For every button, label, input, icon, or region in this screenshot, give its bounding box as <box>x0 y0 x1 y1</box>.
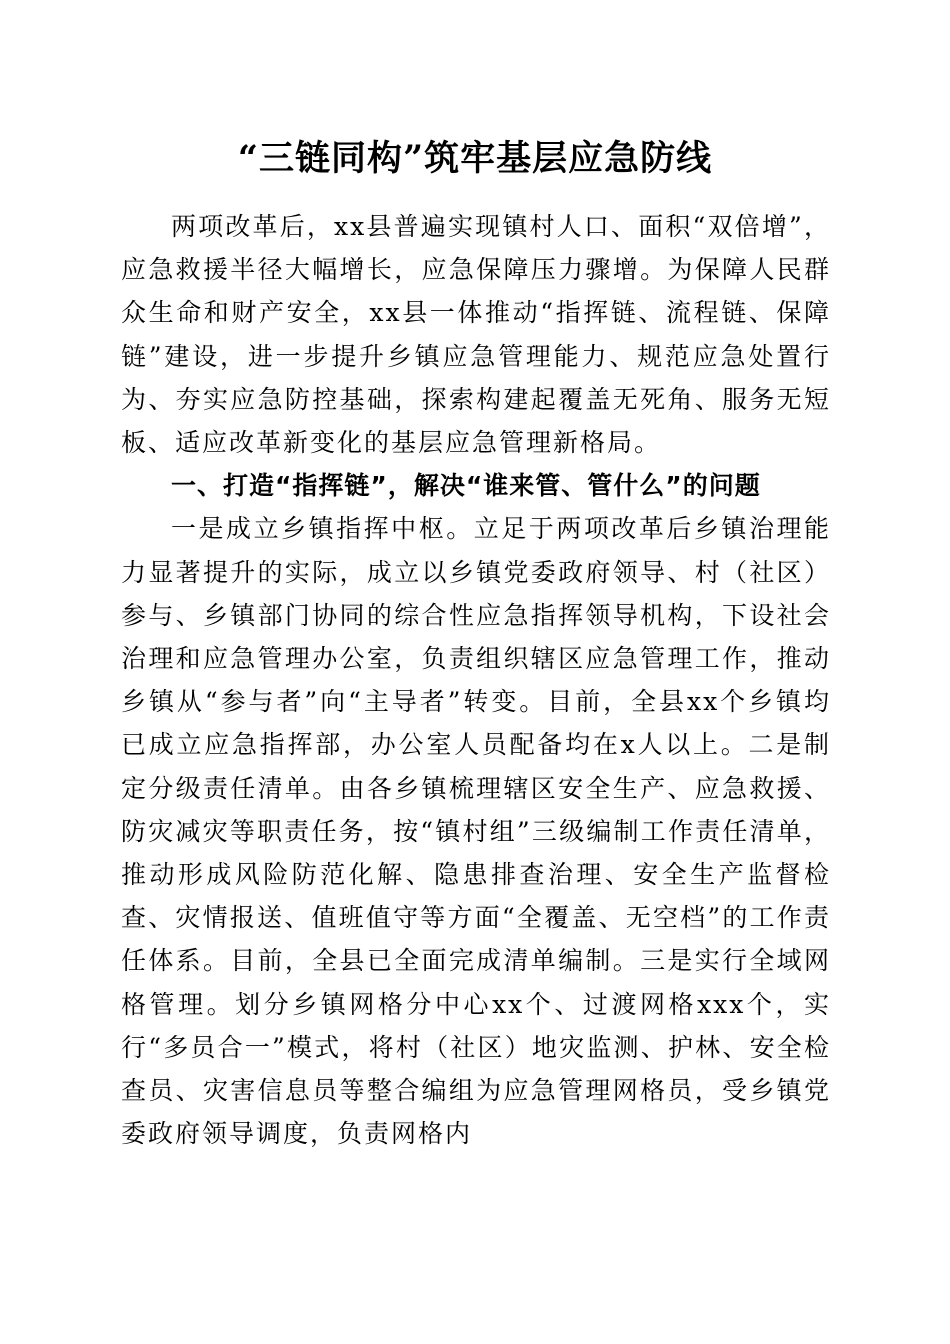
document-body <box>121 205 831 1155</box>
document-title: “三链同构”筑牢基层应急防线 <box>237 138 713 179</box>
section-heading: 一、打造“指挥链”，解决“谁来管、管什么”的问题 <box>171 471 761 501</box>
intro-paragraph: 两项改革后，xx县普遍实现镇村人口、面积“双倍增”，应急救援半径大幅增长，应急保障压力骤增。为保障人民群众生命和财产安全，xx县一体推动“指挥链、流程链、保障链”建设，进一步提升乡镇应急管理能力、规范应急处置行为、夯实应急防控基础，探索构建起覆盖无死角、服务无短板、适应改革新变化的基层应急管理新格局。 <box>121 212 831 458</box>
body-paragraph: 一是成立乡镇指挥中枢。立足于两项改革后乡镇治理能力显著提升的实际，成立以乡镇党委政府领导、村（社区）参与、乡镇部门协同的综合性应急指挥领导机构，下设社会治理和应急管理办公室，负责组织辖区应急管理工作，推动乡镇从“参与者”向“主导者”转变。目前，全县xx个乡镇均已成立应急指挥部，办公室人员配备均在x人以上。二是制定分级责任清单。由各乡镇梳理辖区安全生产、应急救援、防灾减灾等职责任务，按“镇村组”三级编制工作责任清单，推动形成风险防范化解、隐患排查治理、安全生产监督检查、灾情报送、值班值守等方面“全覆盖、无空档”的工作责任体系。目前，全县已全面完成清单编制。三是实行全域网格管理。划分乡镇网格分中心xx个、过渡网格xxx个，实行“多员合一”模式，将村（社区）地灾监测、护林、安全检查员、灾害信息员等整合编组为应急管理网格员，受乡镇党委政府领导调度，负责网格内 <box>121 514 831 1149</box>
